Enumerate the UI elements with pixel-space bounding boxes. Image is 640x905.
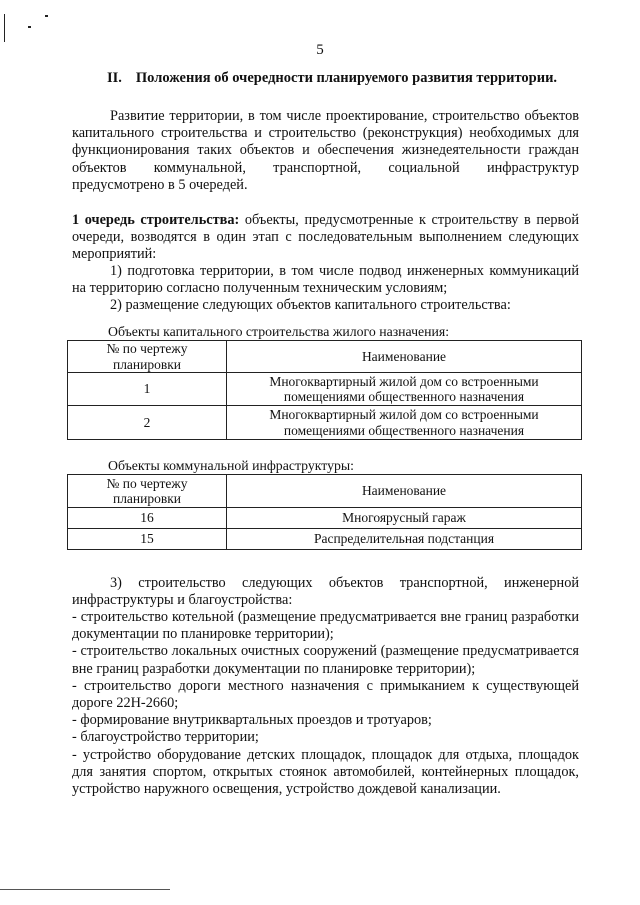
item-3: 3) строительство следующих объектов транспортной, инженерной инфраструктуры и благоустройства: [72, 575, 579, 609]
list-item: - формирование внутриквартальных проездов и тротуаров; [72, 712, 432, 729]
cell-number: 15 [68, 529, 227, 550]
intro-paragraph [72, 108, 579, 194]
cell-number: 1 [68, 373, 227, 406]
table-communal-caption: Объекты коммунальной инфраструктуры: [108, 458, 355, 473]
intro-line: Развитие территории, в том числе проектирование, строительство объектов [110, 108, 579, 124]
cell-number: 16 [68, 508, 227, 529]
stage1-item-1: 1) подготовка территории, в том числе подвод инженерных коммуникаций на территорию согласно полученным техническим условиям; [72, 263, 579, 297]
item3-bullets [72, 609, 579, 798]
list-item: - благоустройство территории; [72, 729, 259, 746]
intro-line: объектов коммунальной, транспортной, социальной инфраструктур [72, 159, 579, 176]
stage1-text: объекты, предусмотренные к строительству в первой очереди, возводятся в один этап с последовательным выполнением следующих мероприятий: [72, 212, 579, 263]
table-communal [67, 474, 582, 550]
stage1-label: 1 очередь строительства: [72, 212, 240, 228]
section-title [72, 70, 592, 87]
cell-name: Многоярусный гараж [227, 508, 582, 529]
cell-name: Распределительная подстанция [227, 529, 582, 550]
table-row [68, 529, 582, 550]
list-item: - устройство оборудование детских площадок, площадок для отдыха, площадок для занятия спортом, открытых стоянок автомобилей, контейнерных площадок, устройство наружного освещения, устройство дождевой канализации. [72, 746, 579, 798]
header-cell-number: № по чертежу планировки [68, 475, 227, 508]
scan-mark [28, 26, 31, 28]
cell-name: Многоквартирный жилой дом со встроенными помещениями общественного назначения [227, 373, 582, 406]
section-title-text: Положения об очередности планируемого развития территории. [135, 70, 558, 86]
table-header-row [68, 475, 582, 508]
list-item: - строительство локальных очистных сооружений (размещение предусматривается вне границ разработки документации по планировке территории); [72, 643, 579, 677]
table-row [68, 406, 582, 440]
header-cell-number: № по чертежу планировки [68, 341, 227, 373]
intro-line: капитального строительства и строительство (реконструкция) необходимых для [72, 125, 579, 142]
section-number: II. [106, 70, 122, 86]
stage1-paragraph [72, 212, 579, 264]
table-header-row [68, 341, 582, 373]
page-number: 5 [316, 42, 324, 58]
scan-mark [4, 14, 5, 42]
header-cell-name: Наименование [227, 341, 582, 373]
table-row [68, 373, 582, 406]
scan-mark [45, 15, 48, 17]
intro-line: функционирования таких объектов и обеспечения жизнедеятельности граждан [72, 142, 579, 159]
header-cell-name: Наименование [227, 475, 582, 508]
cell-number: 2 [68, 406, 227, 440]
list-item: - строительство дороги местного назначения с примыканием к существующей дороге 22Н-2660; [72, 677, 579, 712]
table-residential-caption: Объекты капитального строительства жилого назначения: [108, 324, 450, 339]
intro-line: предусмотрено в 5 очередей. [72, 176, 248, 193]
list-item: - строительство котельной (размещение предусматривается вне границ разработки документации по планировке территории); [72, 609, 579, 643]
cell-name: Многоквартирный жилой дом со встроенными помещениями общественного назначения [227, 406, 582, 440]
footer-divider [0, 889, 170, 890]
table-row [68, 508, 582, 529]
table-residential [67, 340, 582, 440]
stage1-item-2: 2) размещение следующих объектов капитального строительства: [110, 297, 511, 313]
